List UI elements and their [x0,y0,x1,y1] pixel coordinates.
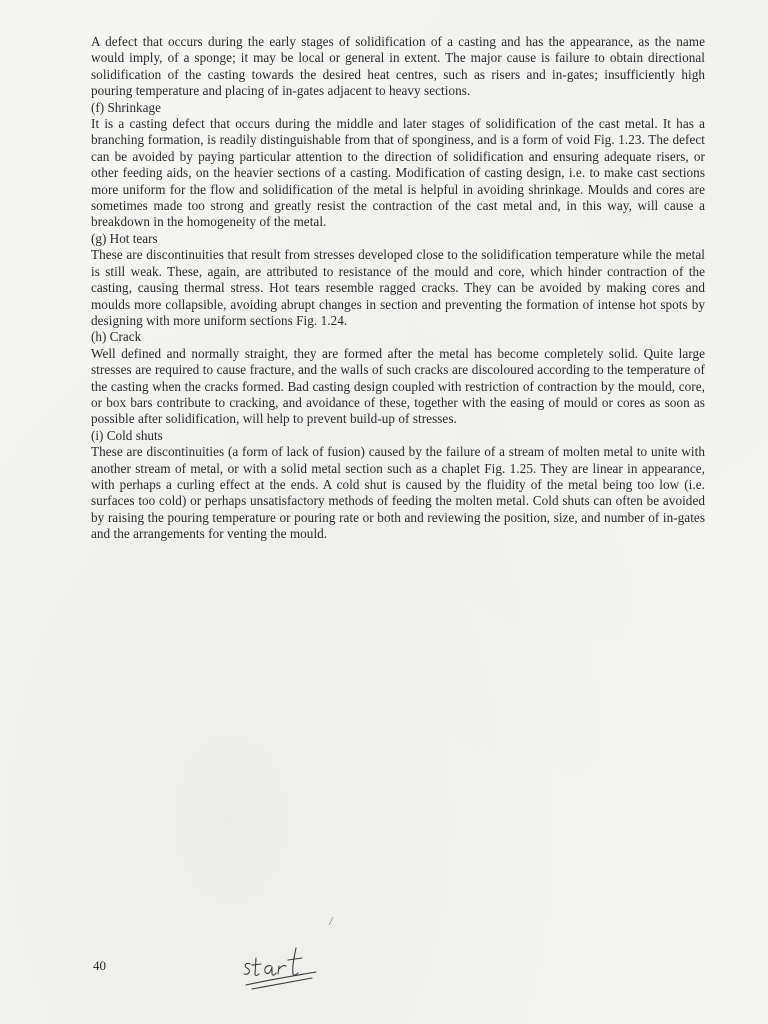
intro-paragraph: A defect that occurs during the early stages of solidification of a casting and has the appearance, as the name would imply, of a sponge; it may be local or general in extent. The major cause is failure to obtain directional solidification of the casting towards the desired heat centres, such as risers and in-gates; insufficiently high pouring temperature and placing of in-gates adjacent to heavy sections. [91,34,705,99]
section-body-crack: Well defined and normally straight, they are formed after the metal has become completely solid. Quite large stresses are required to cause fracture, and the walls of such cracks are discoloured according to the temperature of the casting when the cracks formed. Bad casting design coupled with restriction of contraction by the mould, core, or box bars contribute to cracking, and avoidance of these, together with the easing of mould or cores as soon as possible after solidification, will help to prevent build-up of stresses. [91,345,705,427]
section-heading-crack: (h) Crack [91,329,142,345]
section-heading-cold-shuts: (i) Cold shuts [91,427,163,443]
stray-pen-mark [328,916,334,926]
section-body-cold-shuts: These are discontinuities (a form of lack of fusion) caused by the failure of a stream of molten metal to unite with another stream of metal, or with a solid metal section such as a chaplet Fig. 1.25. They are linear in appearance, with perhaps a curling effect at the ends. A cold shut is caused by the fluidity of the metal being too low (i.e. surfaces too cold) or perhaps unsatisfactory methods of feeding the molten metal. Cold shuts can often be avoided by raising the pouring temperature or pouring rate or both and reviewing the position, size, and number of in-gates and the arrangements for venting the mould. [91,444,705,542]
section-body-hot-tears: These are discontinuities that result from stresses developed close to the solidification temperature while the metal is still weak. These, again, are attributed to resistance of the mould and core, which hinder contraction of the casting, causing thermal stress. Hot tears resemble ragged cracks. They can be avoided by making cores and moulds more collapsible, avoiding abrupt changes in section and preventing the formation of intense hot spots by designing with more uniform sections Fig. 1.24. [91,247,705,328]
section-body-shrinkage: It is a casting defect that occurs during the middle and later stages of solidification of the cast metal. It has a branching formation, is readily distinguishable from that of sponginess, and is a form of void Fig. 1.23. The defect can be avoided by paying particular attention to the direction of solidification and ensuring adequate risers, or other feeding aids, on the heavier sections of a casting. Modification of casting design, i.e. to make cast sections more uniform for the flow and solidification of the metal is helpful in avoiding shrinkage. Moulds and cores are sometimes made too strong and greatly resist the contraction of the cast metal and, in this way, will cause a breakdown in the homogeneity of the metal. [91,116,705,230]
section-heading-hot-tears: (g) Hot tears [91,230,158,246]
section-heading-shrinkage: (f) Shrinkage [91,99,161,115]
page-body [91,34,705,543]
page-number: 40 [93,958,106,973]
handwritten-annotation [238,940,328,1000]
